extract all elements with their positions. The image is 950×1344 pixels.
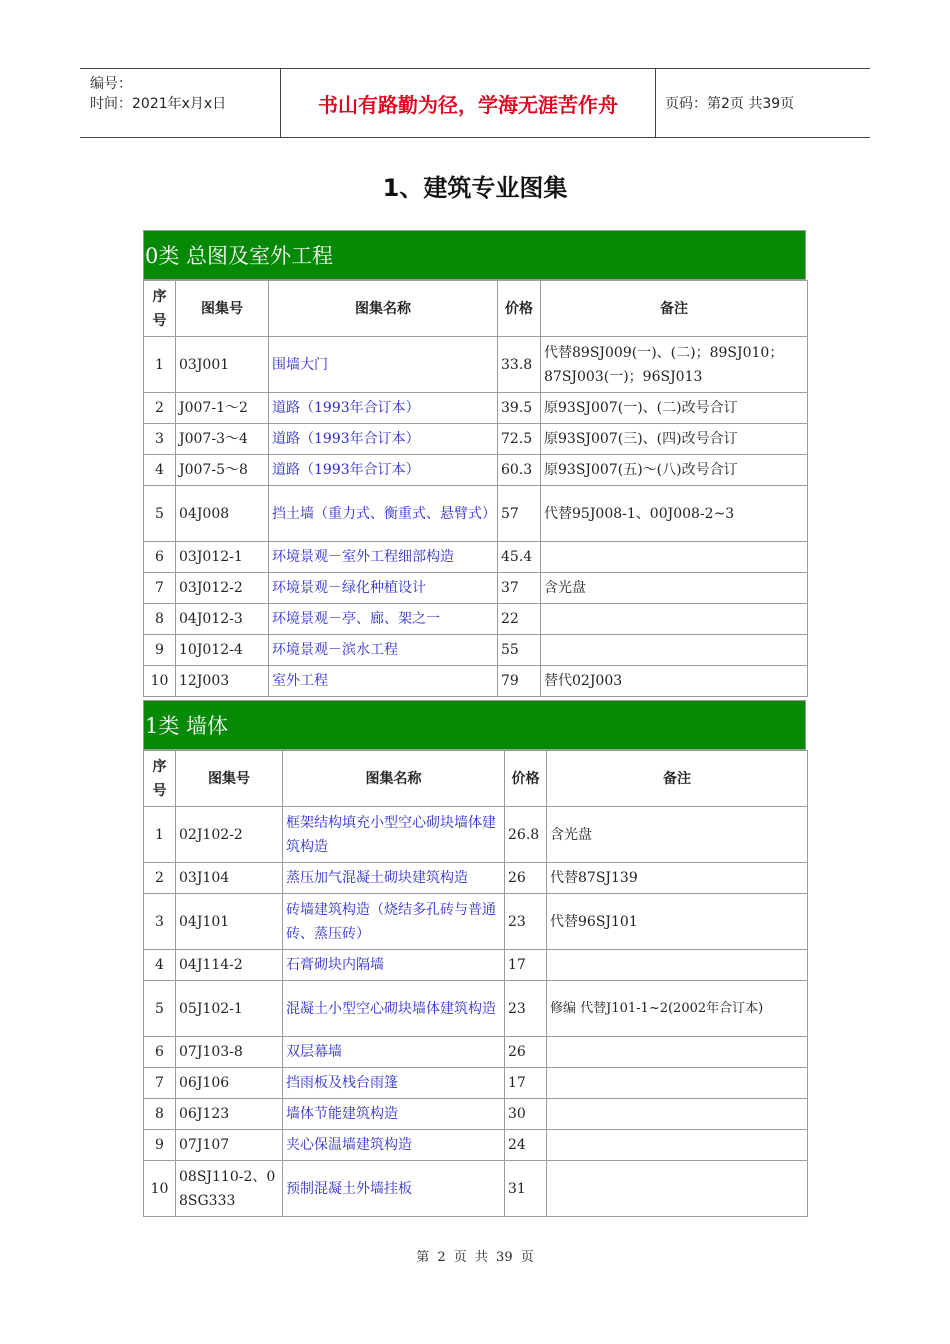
note-cell: 代替96SJ101 (547, 894, 808, 950)
name-link[interactable]: 环境景观－绿化种植设计 (269, 573, 498, 604)
col-note: 备注 (547, 751, 808, 807)
name-link[interactable]: 室外工程 (269, 666, 498, 697)
price-cell: 24 (505, 1130, 547, 1161)
code-cell: 03J001 (176, 337, 269, 393)
code-cell: 07J103-8 (176, 1037, 283, 1068)
name-link[interactable]: 石膏砌块内隔墙 (283, 950, 505, 981)
price-cell: 55 (498, 635, 541, 666)
catalog-table (143, 280, 808, 697)
col-seq: 序号 (144, 281, 176, 337)
seq-cell: 6 (144, 542, 176, 573)
seq-cell: 10 (144, 666, 176, 697)
table-row (144, 981, 808, 1037)
price-cell: 37 (498, 573, 541, 604)
table-row (144, 1037, 808, 1068)
seq-cell: 7 (144, 573, 176, 604)
header-meta (80, 69, 280, 137)
name-link[interactable]: 挡土墙（重力式、衡重式、悬臂式） (269, 486, 498, 542)
note-cell: 代替87SJ139 (547, 863, 808, 894)
page-header (80, 68, 870, 138)
seq-cell: 3 (144, 894, 176, 950)
note-cell (547, 1161, 808, 1217)
name-link[interactable]: 道路（1993年合订本） (269, 424, 498, 455)
table-row (144, 950, 808, 981)
name-link[interactable]: 环境景观－室外工程细部构造 (269, 542, 498, 573)
note-cell (541, 542, 808, 573)
seq-cell: 9 (144, 635, 176, 666)
seq-cell: 3 (144, 424, 176, 455)
table-header-row (144, 751, 808, 807)
code-cell: 04J101 (176, 894, 283, 950)
col-price: 价格 (505, 751, 547, 807)
price-cell: 31 (505, 1161, 547, 1217)
seq-cell: 9 (144, 1130, 176, 1161)
table-row (144, 455, 808, 486)
name-link[interactable]: 预制混凝土外墙挂板 (283, 1161, 505, 1217)
code-cell: J007-3～4 (176, 424, 269, 455)
name-link[interactable]: 环境景观－亭、廊、架之一 (269, 604, 498, 635)
table-row (144, 486, 808, 542)
table-row (144, 807, 808, 863)
table-row (144, 1068, 808, 1099)
code-cell: 05J102-1 (176, 981, 283, 1037)
price-cell: 17 (505, 950, 547, 981)
seq-cell: 10 (144, 1161, 176, 1217)
name-link[interactable]: 框架结构填充小型空心砌块墙体建筑构造 (283, 807, 505, 863)
note-cell (541, 635, 808, 666)
code-cell: 07J107 (176, 1130, 283, 1161)
table-row (144, 666, 808, 697)
note-cell (547, 1068, 808, 1099)
table-header-row (144, 281, 808, 337)
number-label: 编号： (90, 76, 132, 92)
price-cell: 22 (498, 604, 541, 635)
table-row (144, 337, 808, 393)
table-row (144, 424, 808, 455)
seq-cell: 5 (144, 981, 176, 1037)
price-cell: 23 (505, 894, 547, 950)
note-cell (547, 1099, 808, 1130)
price-cell: 17 (505, 1068, 547, 1099)
price-cell: 57 (498, 486, 541, 542)
col-name: 图集名称 (283, 751, 505, 807)
code-cell: 08SJ110-2、08SG333 (176, 1161, 283, 1217)
note-cell (547, 950, 808, 981)
price-cell: 79 (498, 666, 541, 697)
name-link[interactable]: 双层幕墙 (283, 1037, 505, 1068)
note-cell: 含光盘 (541, 573, 808, 604)
name-link[interactable]: 挡雨板及栈台雨篷 (283, 1068, 505, 1099)
price-cell: 45.4 (498, 542, 541, 573)
code-cell: 03J012-1 (176, 542, 269, 573)
page-title: 1、建筑专业图集 (382, 174, 568, 202)
col-code: 图集号 (176, 751, 283, 807)
name-link[interactable]: 道路（1993年合订本） (269, 393, 498, 424)
seq-cell: 1 (144, 807, 176, 863)
code-cell: 12J003 (176, 666, 269, 697)
seq-cell: 4 (144, 455, 176, 486)
name-link[interactable]: 砖墙建筑构造（烧结多孔砖与普通砖、蒸压砖） (283, 894, 505, 950)
table-row (144, 635, 808, 666)
note-cell: 含光盘 (547, 807, 808, 863)
price-cell: 23 (505, 981, 547, 1037)
table-row (144, 863, 808, 894)
table-row (144, 393, 808, 424)
code-cell: 04J012-3 (176, 604, 269, 635)
seq-cell: 5 (144, 486, 176, 542)
seq-cell: 7 (144, 1068, 176, 1099)
time-label: 时间：2021年x月x日 (90, 96, 227, 112)
price-cell: 26.8 (505, 807, 547, 863)
code-cell: 04J114-2 (176, 950, 283, 981)
table-row (144, 542, 808, 573)
code-cell: J007-1～2 (176, 393, 269, 424)
table-row (144, 604, 808, 635)
note-cell: 原93SJ007(三)、(四)改号合订 (541, 424, 808, 455)
code-cell: 03J104 (176, 863, 283, 894)
table-row (144, 1161, 808, 1217)
note-cell: 原93SJ007(五)～(八)改号合订 (541, 455, 808, 486)
note-cell: 原93SJ007(一)、(二)改号合订 (541, 393, 808, 424)
seq-cell: 8 (144, 604, 176, 635)
name-link[interactable]: 道路（1993年合订本） (269, 455, 498, 486)
page-info: 页码：第2页 共39页 (665, 96, 795, 112)
price-cell: 72.5 (498, 424, 541, 455)
page-footer: 第 2 页 共 39 页 (416, 1250, 534, 1265)
code-cell: 02J102-2 (176, 807, 283, 863)
code-cell: 03J012-2 (176, 573, 269, 604)
section-heading: 0类 总图及室外工程 (143, 230, 806, 280)
code-cell: 06J123 (176, 1099, 283, 1130)
col-note: 备注 (541, 281, 808, 337)
note-cell: 代替95J008-1、00J008-2~3 (541, 486, 808, 542)
price-cell: 30 (505, 1099, 547, 1130)
name-link[interactable]: 墙体节能建筑构造 (283, 1099, 505, 1130)
col-seq: 序号 (144, 751, 176, 807)
price-cell: 26 (505, 1037, 547, 1068)
price-cell: 39.5 (498, 393, 541, 424)
seq-cell: 1 (144, 337, 176, 393)
note-cell: 替代02J003 (541, 666, 808, 697)
col-code: 图集号 (176, 281, 269, 337)
code-cell: J007-5～8 (176, 455, 269, 486)
code-cell: 10J012-4 (176, 635, 269, 666)
col-name: 图集名称 (269, 281, 498, 337)
code-cell: 06J106 (176, 1068, 283, 1099)
table-row (144, 573, 808, 604)
seq-cell: 4 (144, 950, 176, 981)
note-cell: 代替89SJ009(一)、(二)；89SJ010；87SJ003(一)；96SJ013 (541, 337, 808, 393)
table-row (144, 1099, 808, 1130)
name-link[interactable]: 夹心保温墙建筑构造 (283, 1130, 505, 1161)
col-price: 价格 (498, 281, 541, 337)
table-row (144, 894, 808, 950)
name-link[interactable]: 蒸压加气混凝土砌块建筑构造 (283, 863, 505, 894)
name-link[interactable]: 混凝土小型空心砌块墙体建筑构造 (283, 981, 505, 1037)
seq-cell: 2 (144, 393, 176, 424)
note-cell (547, 1037, 808, 1068)
seq-cell: 8 (144, 1099, 176, 1130)
note-cell: 修编 代替J101-1~2(2002年合订本) (547, 981, 808, 1037)
name-link[interactable]: 环境景观－滨水工程 (269, 635, 498, 666)
catalog-table (143, 750, 808, 1217)
motto: 书山有路勤为径，学海无涯苦作舟 (280, 69, 656, 137)
seq-cell: 2 (144, 863, 176, 894)
price-cell: 26 (505, 863, 547, 894)
section-heading: 1类 墙体 (143, 700, 806, 750)
table-row (144, 1130, 808, 1161)
price-cell: 33.8 (498, 337, 541, 393)
note-cell (547, 1130, 808, 1161)
note-cell (541, 604, 808, 635)
code-cell: 04J008 (176, 486, 269, 542)
name-link[interactable]: 围墙大门 (269, 337, 498, 393)
seq-cell: 6 (144, 1037, 176, 1068)
price-cell: 60.3 (498, 455, 541, 486)
